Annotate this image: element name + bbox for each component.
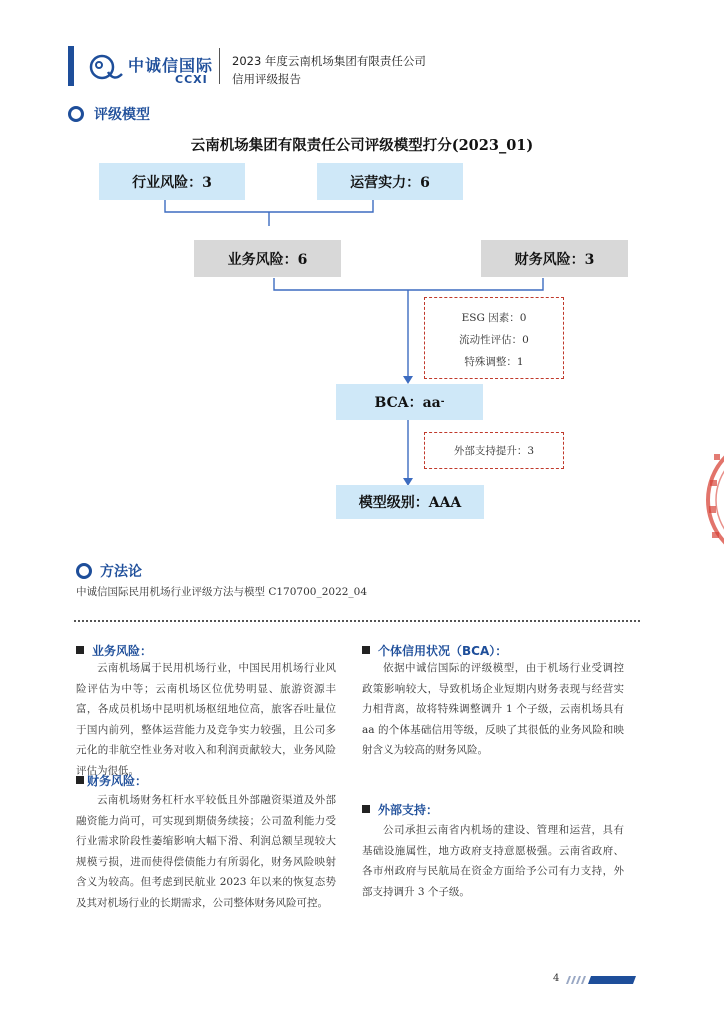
section-title-methodology: 方法论 (100, 564, 142, 580)
esg-factor: ESG 因素：0 (461, 312, 527, 324)
bca-heading: 个体信用状况（BCA）： (362, 642, 507, 659)
page-number: 4 (553, 973, 560, 984)
business-risk-box: 业务风险：6 (194, 240, 341, 277)
footer-stripe-icon (566, 976, 636, 984)
diagram-title: 云南机场集团有限责任公司评级模型打分(2023_01) (190, 137, 534, 154)
square-bullet-icon (76, 646, 84, 654)
section-title-rating-model: 评级模型 (94, 107, 150, 123)
financial-risk-box: 财务风险：3 (481, 240, 628, 277)
external-support-box (424, 432, 564, 469)
report-title-line1: 2023 年度云南机场集团有限责任公司 (232, 54, 426, 68)
section-divider (74, 620, 640, 622)
liquidity-assessment: 流动性评估：0 (459, 334, 529, 346)
model-rating-box: 模型级别：AAA (336, 485, 484, 519)
logo-subtext: CCXI (175, 73, 208, 86)
special-adjustment: 特殊调整：1 (464, 356, 524, 368)
business-risk-heading: 业务风险： (76, 642, 152, 659)
industry-risk-box: 行业风险：3 (99, 163, 245, 200)
financial-risk-heading: 财务风险： (76, 772, 147, 789)
financial-risk-text: 云南机场财务杠杆水平较低且外部融资渠道及外部融资能力尚可，可实现到期债务续接；公司盈利能力受行业需求阶段性萎缩影响大幅下滑、利润总额呈现较大规模亏损，进而使得偿债能力有所弱化，财务风险映射含义为较高。但考虑到民航业 2023 年以来的恢复态势及其对机场行业的长期需求，公司整体财务风险可控。 (76, 794, 336, 909)
bca-text: 依据中诚信国际的评级模型，由于机场行业受调控政策影响较大，导致机场企业短期内财务表现与经营实力相背离，故将特殊调整调升 1 个子级，云南机场具有 aa 的个体基础信用等级，反映了其很低的业务风险和映射含义为较高的财务风险。 (362, 662, 624, 756)
bca-box (336, 384, 483, 420)
external-support-text: 公司承担云南省内机场的建设、管理和运营，具有基础设施属性，地方政府支持意愿极强。云南省政府、各市州政府与民航局在资金方面给予公司有力支持，外部支持调升 3 个子级。 (362, 824, 624, 898)
bca-value: BCA：aa (374, 395, 441, 411)
seal-stamp-icon (700, 420, 724, 580)
operating-strength-box: 运营实力：6 (317, 163, 463, 200)
section-bullet-icon (76, 563, 92, 579)
report-title-line2: 信用评级报告 (232, 72, 301, 86)
business-risk-text: 云南机场属于民用机场行业，中国民用机场行业风险评估为中等；云南机场区位优势明显、旅游资源丰富，各成员机场中昆明机场枢纽地位高，旅客吞吐量位于国内前列，整体运营能力及竞争实力较强，且公司多元化的非航空性业务对收入和利润贡献较大，业务风险评估为很低。 (76, 662, 336, 777)
adjustment-factors-box (424, 297, 564, 379)
square-bullet-icon (76, 776, 84, 784)
external-support-value: 外部支持提升：3 (453, 445, 535, 457)
square-bullet-icon (362, 646, 370, 654)
square-bullet-icon (362, 805, 370, 813)
bca-modifier: - (440, 397, 445, 407)
external-support-heading: 外部支持： (362, 801, 438, 818)
logo-text: 中诚信国际 (128, 56, 214, 75)
methodology-reference: 中诚信国际民用机场行业评级方法与模型 C170700_2022_04 (76, 586, 368, 598)
